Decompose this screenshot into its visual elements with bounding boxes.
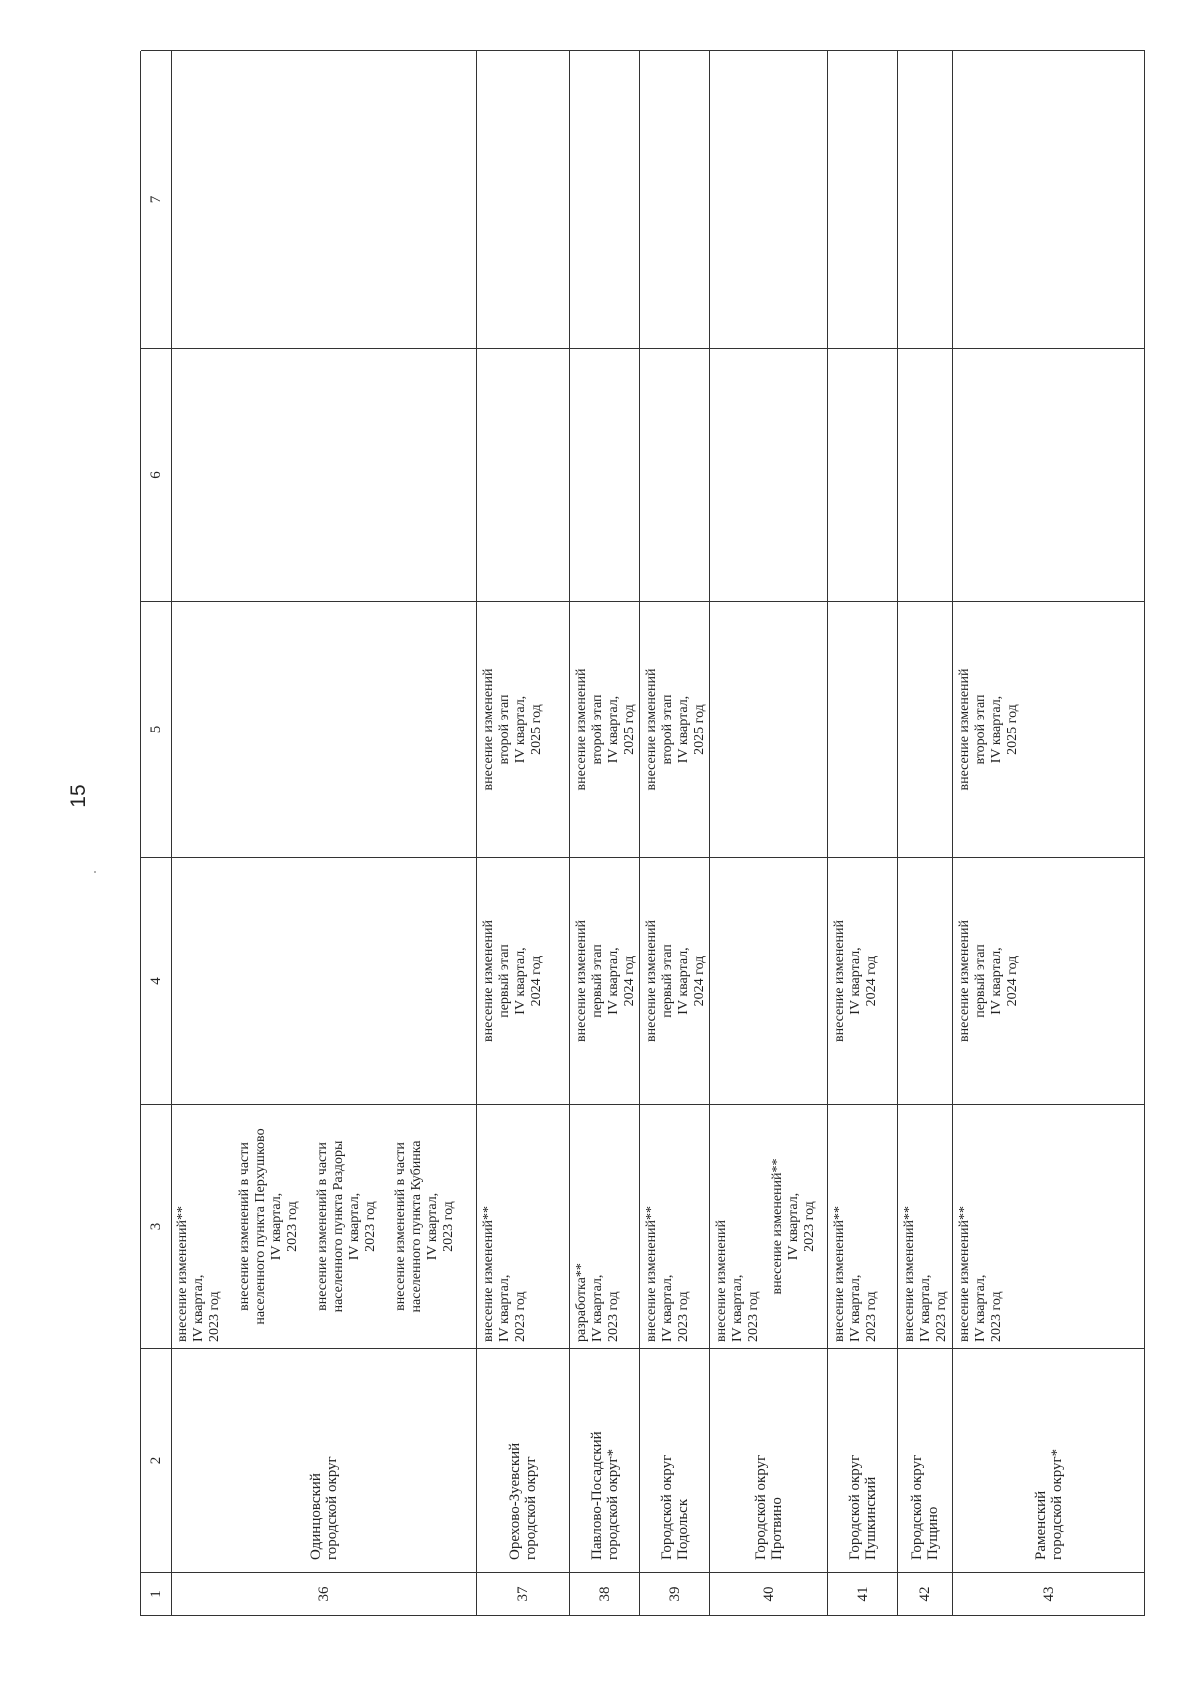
deadline-2023-entry: внесение изменений** IV квартал, 2023 год — [175, 1205, 222, 1342]
row-number-cell: 40 — [710, 1572, 828, 1615]
deadline-2025-cell — [640, 601, 710, 857]
deadline-2023-cell — [570, 1104, 640, 1348]
header-cell-4: 4 — [141, 857, 172, 1104]
deadline-2024-cell — [710, 857, 828, 1104]
deadline-2025-cell — [171, 601, 477, 857]
deadline-2024-cell — [477, 857, 570, 1104]
column-6-cell — [898, 348, 953, 601]
rotated-table-wrapper — [140, 51, 1145, 1616]
header-cell-7: 7 — [141, 50, 172, 348]
deadline-2023-entry: внесение изменений** IV квартал, 2023 год — [957, 1205, 1004, 1342]
deadline-2023-entry: внесение изменений в части населенного пункта Раздоры IV квартал, 2023 год — [315, 1140, 378, 1313]
header-cell-5: 5 — [141, 601, 172, 857]
deadline-2023-entry: внесение изменений в части населенного пункта Перхушково IV квартал, 2023 год — [237, 1128, 300, 1325]
deadline-2023-cell — [953, 1104, 1145, 1348]
deadline-2023-entry: внесение изменений** IV квартал, 2023 год — [902, 1205, 949, 1342]
deadline-2025-entry: внесение изменений второй этап IV квартал, 2025 год — [644, 668, 707, 791]
deadline-2024-entry: внесение изменений первый этап IV квартал, 2024 год — [481, 919, 544, 1043]
deadline-2023-cell — [640, 1104, 710, 1348]
column-7-cell — [953, 50, 1145, 348]
municipality-name-cell: Орехово-Зуевский городской округ — [477, 1348, 570, 1572]
table-row — [710, 51, 828, 1616]
column-7-cell — [710, 50, 828, 348]
column-7-cell — [570, 50, 640, 348]
deadline-2023-entry: внесение изменений в части населенного пункта Кубинка IV квартал, 2023 год — [393, 1140, 456, 1313]
column-6-cell — [640, 348, 710, 601]
deadline-2023-entry: внесение изменений IV квартал, 2023 год — [714, 1219, 761, 1342]
deadline-2023-cell — [898, 1104, 953, 1348]
column-6-cell — [171, 348, 477, 601]
row-number-cell: 43 — [953, 1572, 1145, 1615]
table-row — [640, 51, 710, 1616]
municipality-name-cell: Городской округ Протвино — [710, 1348, 828, 1572]
municipality-name-cell: Городской округ Пущино — [898, 1348, 953, 1572]
deadline-2024-entry: внесение изменений первый этап IV квартал, 2024 год — [644, 919, 707, 1043]
deadline-2025-cell — [570, 601, 640, 857]
scan-speck — [94, 871, 96, 873]
deadline-2023-entry: внесение изменений** IV квартал, 2023 год — [770, 1158, 817, 1295]
deadline-2025-cell — [898, 601, 953, 857]
header-cell-6: 6 — [141, 348, 172, 601]
table-row — [953, 51, 1145, 1616]
header-cell-3: 3 — [141, 1104, 172, 1348]
column-6-cell — [477, 348, 570, 601]
deadline-2025-entry: внесение изменений второй этап IV квартал, 2025 год — [574, 668, 637, 791]
deadline-2025-entry: внесение изменений второй этап IV квартал, 2025 год — [957, 668, 1020, 791]
deadline-2023-cell — [477, 1104, 570, 1348]
column-6-cell — [710, 348, 828, 601]
column-7-cell — [898, 50, 953, 348]
municipality-name-cell: Городской округ Подольск — [640, 1348, 710, 1572]
deadline-2024-cell — [171, 857, 477, 1104]
municipality-name-cell: Одинцовский городской округ — [171, 1348, 477, 1572]
deadline-2024-entry: внесение изменений IV квартал, 2024 год — [832, 919, 879, 1043]
deadline-2024-cell — [570, 857, 640, 1104]
row-number-cell: 38 — [570, 1572, 640, 1615]
column-6-cell — [570, 348, 640, 601]
deadline-2023-entry: внесение изменений** IV квартал, 2023 год — [644, 1205, 691, 1342]
row-number-cell: 42 — [898, 1572, 953, 1615]
deadline-2023-entry: внесение изменений** IV квартал, 2023 год — [481, 1205, 528, 1342]
municipality-name-cell: Раменский городской округ* — [953, 1348, 1145, 1572]
deadline-2023-cell — [171, 1104, 477, 1348]
deadline-2025-entry: внесение изменений второй этап IV квартал, 2025 год — [481, 668, 544, 791]
schedule-table — [140, 51, 1145, 1616]
table-row — [828, 51, 898, 1616]
deadline-2023-cell — [828, 1104, 898, 1348]
column-7-cell — [828, 50, 898, 348]
header-cell-2: 2 — [141, 1348, 172, 1572]
row-number-cell: 41 — [828, 1572, 898, 1615]
table-row — [171, 51, 477, 1616]
page-number: 15 — [67, 784, 90, 808]
column-7-cell — [640, 50, 710, 348]
table-row — [570, 51, 640, 1616]
column-7-cell — [477, 50, 570, 348]
deadline-2023-entry: разработка** IV квартал, 2023 год — [574, 1263, 621, 1342]
table-header-row — [140, 51, 171, 1616]
deadline-2023-entry: внесение изменений** IV квартал, 2023 год — [832, 1205, 879, 1342]
municipality-name-cell: Павлово-Посадский городской округ* — [570, 1348, 640, 1572]
table-row — [898, 51, 953, 1616]
row-number-cell: 39 — [640, 1572, 710, 1615]
deadline-2025-cell — [953, 601, 1145, 857]
deadline-2025-cell — [477, 601, 570, 857]
deadline-2024-cell — [953, 857, 1145, 1104]
column-7-cell — [171, 50, 477, 348]
deadline-2023-cell — [710, 1104, 828, 1348]
deadline-2024-entry: внесение изменений первый этап IV квартал, 2024 год — [574, 919, 637, 1043]
deadline-2024-cell — [828, 857, 898, 1104]
table-row — [477, 51, 570, 1616]
deadline-2024-cell — [640, 857, 710, 1104]
municipality-name-cell: Городской округ Пушкинский — [828, 1348, 898, 1572]
deadline-2024-entry: внесение изменений первый этап IV квартал, 2024 год — [957, 919, 1020, 1043]
header-cell-1: 1 — [141, 1572, 172, 1615]
column-6-cell — [953, 348, 1145, 601]
deadline-2025-cell — [710, 601, 828, 857]
deadline-2025-cell — [828, 601, 898, 857]
row-number-cell: 37 — [477, 1572, 570, 1615]
column-6-cell — [828, 348, 898, 601]
deadline-2024-cell — [898, 857, 953, 1104]
row-number-cell: 36 — [171, 1572, 477, 1615]
